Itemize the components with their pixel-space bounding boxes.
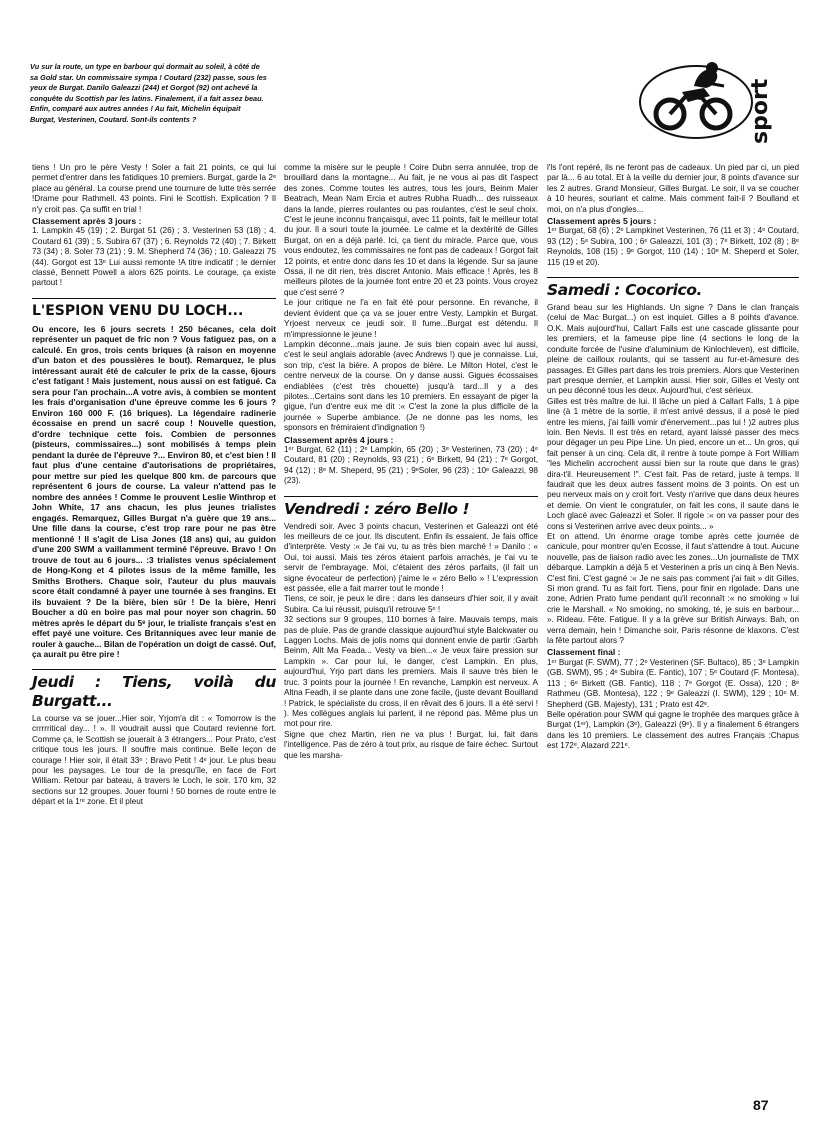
column-3 <box>547 163 799 752</box>
paragraph: Belle opération pour SWM qui gagne le trophée des marques grâce à Burgat (1ᵉʳ), Lampkin (3ᵉ), Galeazzi (9ᵉ). Il y a finalement 6 étrangers dans les 10 premiers. Le classement des autres Français :Chapus est 172ᵉ, Alazard 221ᵉ. <box>547 709 799 751</box>
paragraph: Lampkin déconne...mais jaune. Je suis bien copain avec lui aussi, c'est le seul anglais adorable (avec Andrews !) que je connaisse. Lui, son trip, c'est la bière. A propos de bière. Le Milton Hotel, c'est le centre nerveux de la course. On y danse aussi. Gigues écossaises endiablées (c'est très chouette) jusqu'à tard...Il y a des pilotes...Certains sont dans les 10 premiers. En essayant de piger la gigue, l'un d'entre eux me dit :« C'est la zone la plus difficile de la journée » Superbe ambiance. (Je ne donne pas les noms, les sponsors en frémiraient d'indignation !) <box>284 339 538 433</box>
paragraph: Le jour critique ne l'a en fait été pour personne. En revanche, il devient évident que ça va se jouer entre Vesty, Lampkin et Burgat. Yrjoest nerveux ce jeudi soir. Il fume...Burgat est détendu. Il m'impressionne le jeune ! <box>284 298 538 339</box>
heading-classement-5: Classement après 5 jours : <box>547 216 657 227</box>
paragraph-samedi: Grand beau sur les Highlands. Un signe ? Dans le clan français (celui de Mac Burgat...) on est inquiet. Gilles a 8 poihts d'avance. O.K. Mais aujourd'hui, Callart Falls est une cascade glissante pour les premiers, et la fameuse pipe line (4 sections le long de la conduite forcée de l'usine d'aluminium de Kinlochleven), est difficile, pleine de cailloux roulants, qui se tassent au fur-et-âmesure des passages. Et Gilles part dans les trois premiers. Alors que Vesterinen part presque dernier, et Lampkin aussi. Hier soir, Gilles et Vesty ont un peu déconné tous les deux. Aujourd'hui, c'est sérieux. <box>547 303 799 396</box>
paragraph: Et on attend. Un énorme orage tombe après cette journée de canicule, pour montrer qu'en Ecosse, il faut s'attendre à tout. Aucune nouvelle, pas de liaison radio avec les zones...Un journaliste de TMX débarque. Lampkin a déjà 5 et Vesterinen a pris un cinq à Ben Nevis. C'est fini. C'est gagné :« Je ne sais pas comment j'ai fait » dit Gilles. Si mon grand. Tu as fait fort. Tiens, pour finir en rigolade. Dans une zone, Adrien Prato fume pendant qu'il reconnaît :« no smoking » lui crie le Marshall. « No smoking, no smoking, té, je suis en barbour... ». Rideau. Fête. Fatigue. Il y a la grève sur British Airways. Bah, on verra demain, hein ! Dimanche soir, Paris résonne de klaxons. C'est la fête partout alors ? <box>547 532 799 646</box>
paragraph: 32 sections sur 9 groupes, 110 bornes à faire. Mauvais temps, mais pas de pluie. Pas de grande classique aujourd'hui style Balckwater ou Laggen Lochs. Mais de jolis noms qui donnent envie de partir :Garbh Beinm, Allt Ma Feada... Vesty va bien...« Je veux faire pression sur Lampkin ». Car pour lui, le danger, c'est Lampkin. En plus, aujourd'hui, Yrjo part dans les premiers. Mais il sauve très bien le truc. 3 points pour la journée ! En revanche, Lampkin est nerveux. A Altna Feadh, il se plante dans une zone facile, (juste devant Bouilland ! Patrick, le spécialiste du cross, il en rêvait des 6 jours. Il a été servi ! ). Mes collègues anglais lui parlent, il ne répond pas. Même plus un mot pour rire. <box>284 615 538 729</box>
heading-classement-4: Classement après 4 jours : <box>284 434 394 445</box>
sport-logo <box>632 56 780 146</box>
paragraph: Tiens, ce soir, je peux le dire : dans les danseurs d'hier soir, il y avait Subira. Ca lui réussit, puisqu'il retrouve 5ᵉ ! <box>284 594 538 614</box>
section-title-jeudi: Jeudi : Tiens, voilà du Burgatt... <box>32 669 276 711</box>
paragraph: l'ls l'ont repéré, ils ne feront pas de cadeaux. Un pied par ci, un pied par là... 6 au total. Et à la veille du dernier jour, 8 points d'avance sur les 2 autres. Grand Monsieur, Gilles Burgat. Le soir, il va se coucher à 10 heures, souriant et calme. Mais comment fait-il ? Boulland et moi, on n'a plus d'ongles... <box>547 163 799 214</box>
classement-4-list: 1ᵉʳ Burgat, 62 (11) ; 2ᵉ Lampkin, 65 (20) ; 3ᵉ Vesterinen, 73 (20) ; 4ᵉ Coutard, 81 (20) ; Reynolds, 93 (21) ; 6ᵉ Birkett, 94 (21) ; 7ᵉ Gorgot, 94 (12) ; 8ᵉ M. Sheperd, 95 (21) ; 9ᵉSoler, 96 (23) ; 10ᵉ Galeazzi, 98 (23). <box>284 444 538 486</box>
paragraph: Signe que chez Martin, rien ne va plus ! Burgat, lui, fait dans l'intelligence. Pas de zéro à tout prix, au risque de faire échec. Surtout que les marsha- <box>284 729 538 760</box>
sport-logo-text: sport <box>748 78 773 144</box>
paragraph-jeudi: La course va se jouer...Hier soir, Yrjom'a dit : « Tomorrow is the crrrrritical day... ! ». Il voudrait aussi que Coutard revienne fort. Comme ça, le Scottish se jouerait à 3 étrangers... Pour Prato, c'est critique tous les jours. Il souffre mais continue. Belle leçon de courage ! Hier soir, il était 33ᵉ ; Bravo Petit ! 4ᵉ jour. Le plus beau pour les paysages. Le tour de la presqu'île, en face de Fort William. Retour par bateau, à travers le Loch, le soir. 170 km, 32 sections sur 12 groupes. Jouer fourni ! 50 bornes de route entre le départ et la 1ʳᵉ zone. Et il pleut <box>32 713 276 807</box>
section-title-samedi: Samedi : Cocorico. <box>547 277 799 300</box>
column-1 <box>32 163 276 808</box>
page-number: 87 <box>753 1097 769 1113</box>
column-2 <box>284 163 538 761</box>
section-title-espion: L'ESPION VENU DU LOCH... <box>32 298 276 321</box>
classement-3-list: 1. Lampkin 45 (19) ; 2. Burgat 51 (26) ; 3. Vesterinen 53 (18) ; 4. Coutard 61 (39) ; 5. Subira 67 (37) ; 6. Reynolds 72 (40) ; 7. Birkett 73 (34) ; 8. Soler 73 (21) ; 9. M. Shepherd 74 (36) ; 10. Galeazzi 75 (44). Gorgot est 13ᵉ Lui aussi remonte !A titre indicatif ; le dernier classé, Bennett Powell a alors 625 points. Le courage, ça existe partout ! <box>32 226 276 288</box>
paragraph-espion: Ou encore, les 6 jours secrets ! 250 bécanes, cela doit représenter un paquet de fric non ? Vous fatiguez pas, on a calculé. En gros, trois cents briques (à raison en moyenne d'un baton et des poussières le bout). Remarquez, le plus intéressant aurait été de calculer le prix de la casse, 6jours c'est fatigant ! Mais justement, nous aussi on est fatigué. Ca sera pour l'an prochain...A votre avis, à combien se montent les frais d'organisation d'une épreuve comme les 6 jours ? Environ 160 000 F. (16 briques). La légendaire radinerie écossaise en prend un sacré coup ! Nouvelle question, d'ordre technique cette fois. Combien de personnes (pisteurs, commissaires...) sont mobilisés à temps plein pendant la durée de l'épreuve ?... Environ 80, et c'est bien ! Il faut plus d'une centaine d'autorisations de propriétaires, pour mettre sur pied les quelque 800 km. de parcours que représentent 6 jours de course. La valeur n'attend pas le nombre des années ! Comme le prouvent Leslie Winthrop et John White, 17 ans chacun, les plus jeunes trialistes engagés. Remarquez, Gilles Burgat n'a guère que 19 ans... Une fille dans la course, c'est trop rare pour ne pas être mentionné ! Il s'agit de Lisa Jones (18 ans) qui, au guidon d'une 200 SWM a vaillamment terminé l'épreuve. Bravo ! On trouve de tout au 6 jours... :3 trialistes venus spécialement de Hong-Kong et 4 pilotes issus de la même famille, les Smiths Brothers. Chaque soir, l'auteur du plus mauvais score était condamné à payer une tournée à ses frangins. Et ils buvaient ? De la bière, bien sûr ! De la bière, Henri Boucher a dû en boire pas mal pour noyer son chagrin. 50 mètres après le départ du 5ᵉ jour, le trialiste français s'est en effet payé une voiture. Ces Britanniques avec leur manie de rouler à gauche... Bilan de l'opération un doigt de cassé. Ouf, ça aurait pu être pire ! <box>32 323 276 660</box>
heading-classement-final: Classement final : <box>547 647 621 658</box>
classement-final-list: 1ᵉʳ Burgat (F. SWM), 77 ; 2ᵉ Vesterinen (SF. Bultaco), 85 ; 3ᵉ Lampkin (GB. SWM), 95 ; 4ᵉ Subira (E. Fantic), 107 ; 5ᵉ Coutard (F. Montesa), 113 ; 6ᵉ Birkett (GB. Fantic), 118 ; 7ᵉ Gorgot (E. Ossa), 120 ; 8ᵉ Rathmeu (GB. Montesa), 122 ; 9ᵉ Galeazzi (I. SWM), 129 ; 10ᵉ M. Shepherd (GB. Majesty), 131 ; Prato est 42ᵉ. <box>547 657 799 709</box>
section-title-vendredi: Vendredi : zéro Bello ! <box>284 496 538 519</box>
paragraph: Gilles est très maître de lui. Il lâche un pied à Callart Falls, 1 à pipe line (à 1 mètre de la sortie, il m'est arrivé dessus, il a posé le pied entre les miens, j'ai failli vomir d'énervement...pas lui ! )2 autres plus loin. Ben Nevis. Il est très en retard, ayant laissé passer des mecs pour dégager un peu Pipe Line. Un pied, encore un et... Un gros, qui fait penser à un cinq. Cela dit, il rentre à toute pompe à Fort William ''les Michelin accrochent aussi bien sur la route que dans le gras) dira-t'il. Heureusement !''. C'est fait. Pas de retard, juste à temps. Il faudrait que les deux autres fassent moins de 3 points. On est un peu nerveux mais on y croit fort. Vesty n'arrive que dans deux heures et demie. On vient le congratuler, on fait les cons, il saute dans le Loch glacé avec Galeazzi et Soler. Il rigole :« on va passer pour des cons si Vesterinen arrive avec deux points... » <box>547 396 799 531</box>
paragraph-vendredi: Vendredi soir. Avec 3 points chacun, Vesterinen et Galeazzi ont été les meilleurs de ce jour. Ils discutent. Enfin ils essaient. Je fais office d'interprète. Vesty :« Je t'ai vu, tu as très bien marché ! » Danilo : « Oui, toi aussi. Mais tes zéros étaient parfois arrachés, je t'ai vu te servir de l'embrayage. Moi, c'étaient des zéros parfaits, (il fait un signe évocateur de perfection) j'aime le « zéro Bello » ! L'expression est passée, elle a fait marrer tout le monde ! <box>284 521 538 594</box>
paragraph: comme la misère sur le peuple ! Coire Dubn serra annulée, trop de brouillard dans la montagne... Au fait, je ne vous ai pas dit l'aspect des zones. Comme toutes les autres, tous les jours, Beinm Maier Beatrach, Mean Nam Ercia et autres Rubha Ruadh... des ruisseaux dans la lande, pierres roulantes ou pas roulantes, c'est le seul choix. C'est le jeune inconnu françaisqui, avec 11 points, fait le meilleur total du jour. Il a souri toute la journée. Le calme et la dextérité de Gilles Burgat, on en a déjà parlé. Ici, ça tient du miracle. Parce que, vous vous endoutez, les commissaires ne font pas de cadeaux ! Gorgot fait 12 points, et entre donc dans les 10 et dans la légende. Sur sa jaune Ossa, il ne dit rien, très discret Antonio. Mais efficace ! Après, les 8 meilleurs pilotes de la journée font entre 20 et 23 points. Vous croyez que c'est serré ? <box>284 163 538 297</box>
classement-5-list: 1ᵉʳ Burgat, 68 (6) ; 2ᵉ Lampkinet Vesterinen, 76 (11 et 3) ; 4ᵉ Coutard, 93 (12) ; 5ᵉ Subira, 100 ; 6ᵉ Galeazzi, 101 (3) ; 7ᵉ Birkett, 102 (8) ; 8ᵉ Reynolds, 108 (15) ; 9ᵉ Gorgot, 110 (14) ; 10ᵉ M. Sheperd et Soler, 115 (19 et 20). <box>547 226 799 267</box>
paragraph: tiens ! Un pro le père Vesty ! Soler a fait 21 points, ce qui lui permet d'entrer dans les fatidiques 10 premiers. Burgat, garde la 2ᵉ place au général. La course prend une tournure de lutte très serrée !Drame pour Rathmell. 43 points. Fini le Scottish. Explication ? Il n'y croit pas. Ça suffit en trial ! <box>32 163 276 214</box>
photo-caption: Vu sur la route, un type en barbour qui dormait au soleil, à côté de sa Gold star. Un commissaire sympa ! Coutard (232) passe, sous les yeux de Burgat. Danilo Galeazzi (244) et Gorgot (92) ont achevé la conquête du Scottish par les latins. Finalement, il a fait assez beau. Enfin, comparé aux autres années ! Au fait, Michelin équipait Burgat, Vesterinen, Coutard. Sont-ils contents ? <box>30 62 267 124</box>
heading-classement-3: Classement après 3 jours : <box>32 216 142 227</box>
